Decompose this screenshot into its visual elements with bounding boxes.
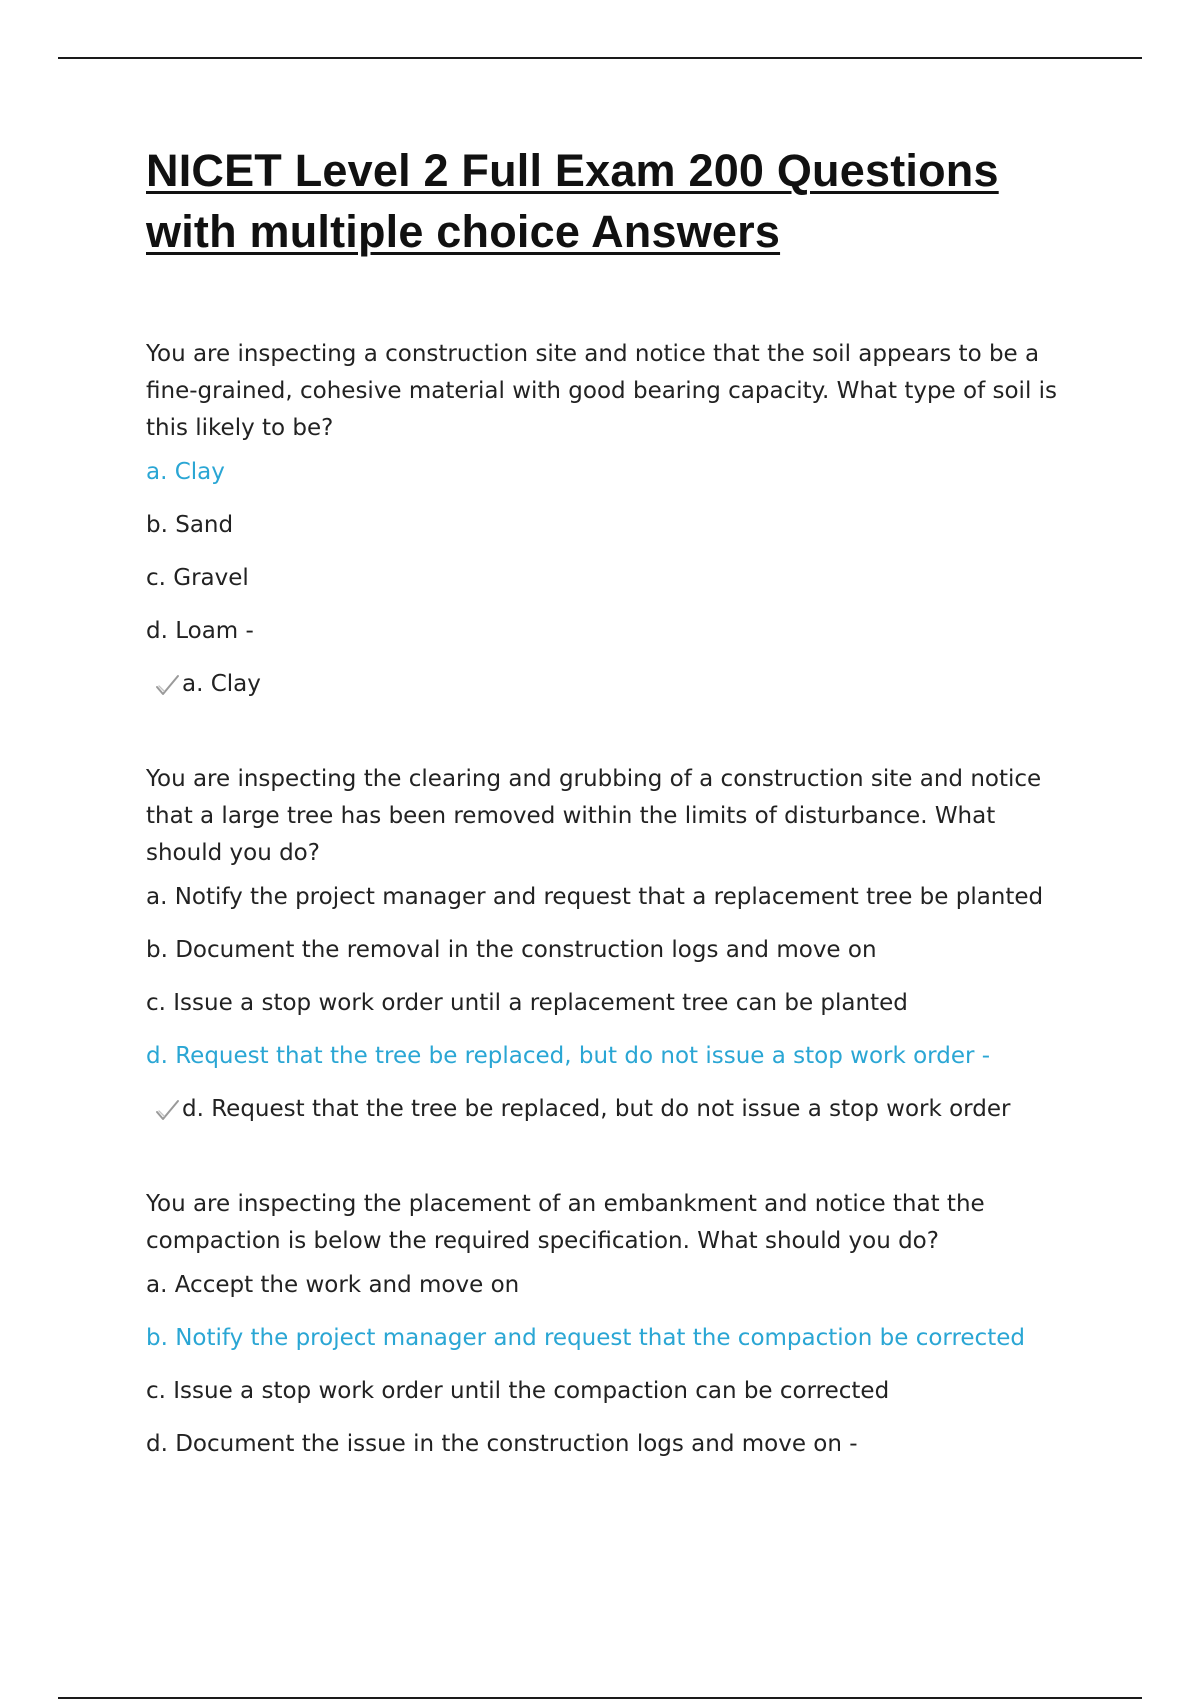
document-body <box>146 140 1066 1479</box>
option-c: c. Gravel <box>146 565 249 591</box>
option-d-correct: d. Request that the tree be replaced, but do not issue a stop work order - <box>146 1043 991 1069</box>
option-a-correct: a. Clay <box>146 459 225 485</box>
option-b-correct: b. Notify the project manager and request that the compaction be corrected <box>146 1325 1025 1351</box>
question-3 <box>146 1186 1066 1463</box>
option-c: c. Issue a stop work order until a replacement tree can be planted <box>146 990 908 1016</box>
answer-line <box>146 666 1066 703</box>
check-mark-icon <box>154 672 180 698</box>
option-b: b. Sand <box>146 512 234 538</box>
question-text: You are inspecting the placement of an embankment and notice that the compaction is below the required specification. What should you do? <box>146 1191 985 1254</box>
question-1 <box>146 336 1066 703</box>
option-c: c. Issue a stop work order until the compaction can be corrected <box>146 1378 890 1404</box>
header-rule <box>58 57 1142 59</box>
question-text: You are inspecting a construction site and notice that the soil appears to be a fine-grained, cohesive material with good bearing capacity. What type of soil is this likely to be? <box>146 341 1058 441</box>
option-d: d. Document the issue in the construction logs and move on - <box>146 1431 858 1457</box>
document-title: NICET Level 2 Full Exam 200 Questions with multiple choice Answers <box>146 145 999 257</box>
answer-text: a. Clay <box>182 671 261 697</box>
option-b: b. Document the removal in the construction logs and move on <box>146 937 877 963</box>
question-2 <box>146 761 1066 1128</box>
answer-line <box>146 1091 1066 1128</box>
check-mark-icon <box>154 1097 180 1123</box>
option-d: d. Loam - <box>146 618 254 644</box>
footer-rule <box>58 1697 1142 1699</box>
option-a: a. Accept the work and move on <box>146 1272 520 1298</box>
option-a: a. Notify the project manager and request that a replacement tree be planted <box>146 884 1044 910</box>
answer-text: d. Request that the tree be replaced, but do not issue a stop work order <box>182 1096 1011 1122</box>
question-text: You are inspecting the clearing and grubbing of a construction site and notice that a large tree has been removed within the limits of disturbance. What should you do? <box>146 766 1042 866</box>
